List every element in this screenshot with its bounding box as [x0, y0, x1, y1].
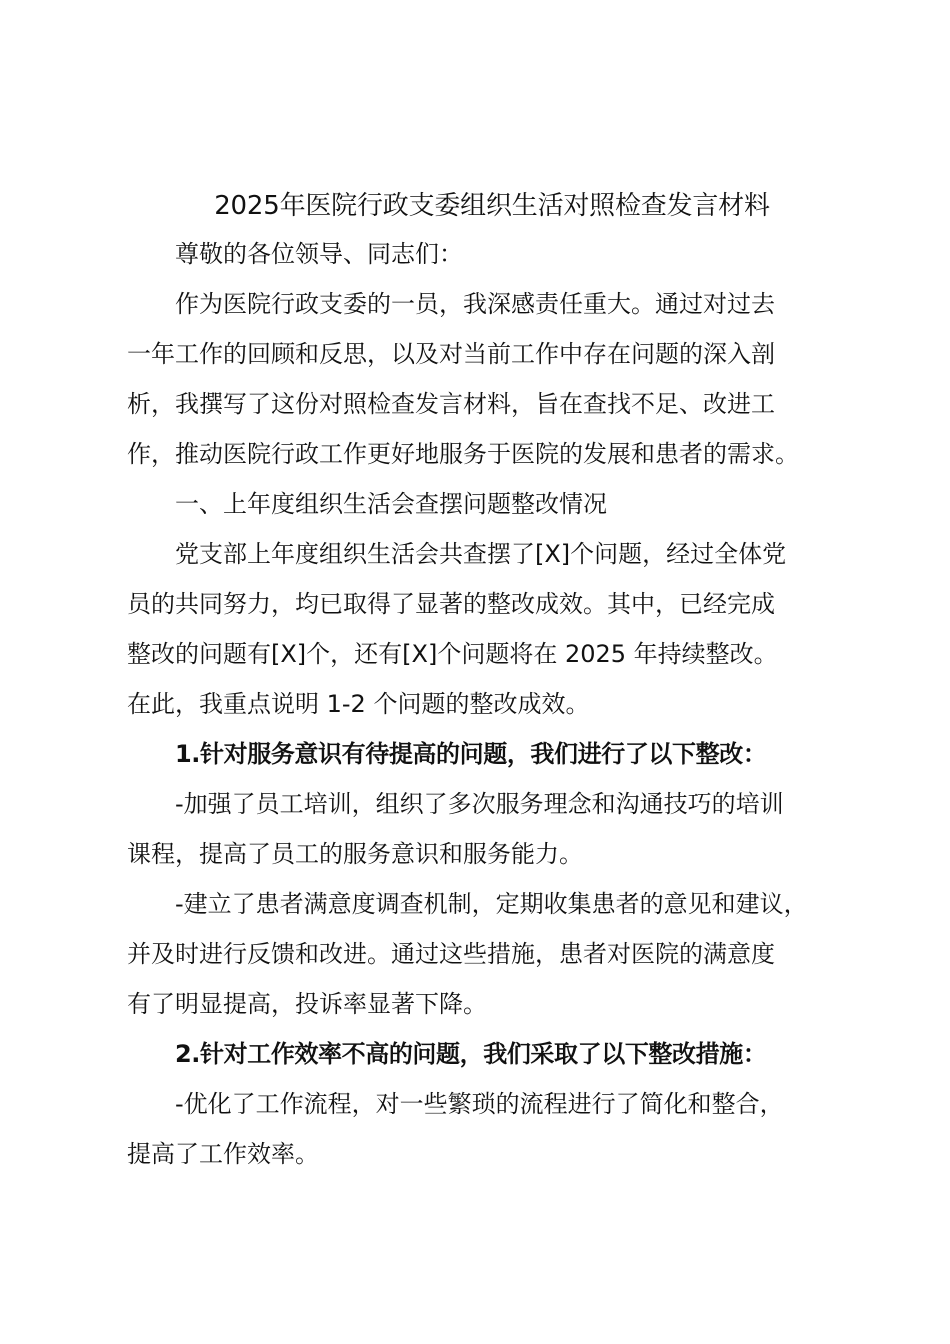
document-body	[127, 183, 839, 1179]
paragraph-line: 在此，我重点说明 1-2 个问题的整改成效。	[127, 690, 590, 718]
paragraph-workflow	[127, 1079, 839, 1179]
paragraph-summary	[127, 529, 839, 729]
document-title: 2025年医院行政支委组织生活对照检查发言材料	[214, 191, 770, 221]
section-heading-text: 一、上年度组织生活会查摆问题整改情况	[175, 490, 607, 518]
paragraph-line: 整改的问题有[X]个，还有[X]个问题将在 2025 年持续整改。	[127, 640, 778, 668]
paragraph-line: -建立了患者满意度调查机制，定期收集患者的意见和建议，	[175, 890, 808, 918]
paragraph-line: 党支部上年度组织生活会共查摆了[X]个问题，经过全体党	[175, 540, 787, 568]
subheading-text: 2.针对工作效率不高的问题，我们采取了以下整改措施：	[175, 1040, 767, 1068]
paragraph-line: 并及时进行反馈和改进。通过这些措施，患者对医院的满意度	[127, 940, 775, 968]
salutation: 尊敬的各位领导、同志们：	[175, 240, 463, 268]
paragraph-line: 一年工作的回顾和反思，以及对当前工作中存在问题的深入剖	[127, 340, 775, 368]
subheading-2	[127, 1029, 839, 1079]
paragraph-line: 课程，提高了员工的服务意识和服务能力。	[127, 840, 583, 868]
paragraph-line: -优化了工作流程，对一些繁琐的流程进行了简化和整合，	[175, 1090, 784, 1118]
section-heading	[127, 479, 839, 529]
paragraph-line: 提高了工作效率。	[127, 1140, 319, 1168]
paragraph-line: 作，推动医院行政工作更好地服务于医院的发展和患者的需求。	[127, 440, 799, 468]
paragraph-intro	[127, 279, 839, 479]
paragraph-line: 作为医院行政支委的一员，我深感责任重大。通过对过去	[175, 290, 775, 318]
paragraph-survey	[127, 879, 839, 1029]
paragraph-line: 析，我撰写了这份对照检查发言材料，旨在查找不足、改进工	[127, 390, 775, 418]
subheading-1	[127, 729, 839, 779]
paragraph-line: 有了明显提高，投诉率显著下降。	[127, 990, 487, 1018]
paragraph-line: 员的共同努力，均已取得了显著的整改成效。其中，已经完成	[127, 590, 775, 618]
paragraph-line: -加强了员工培训，组织了多次服务理念和沟通技巧的培训	[175, 790, 784, 818]
subheading-text: 1.针对服务意识有待提高的问题，我们进行了以下整改：	[175, 740, 767, 768]
paragraph-training	[127, 779, 839, 879]
